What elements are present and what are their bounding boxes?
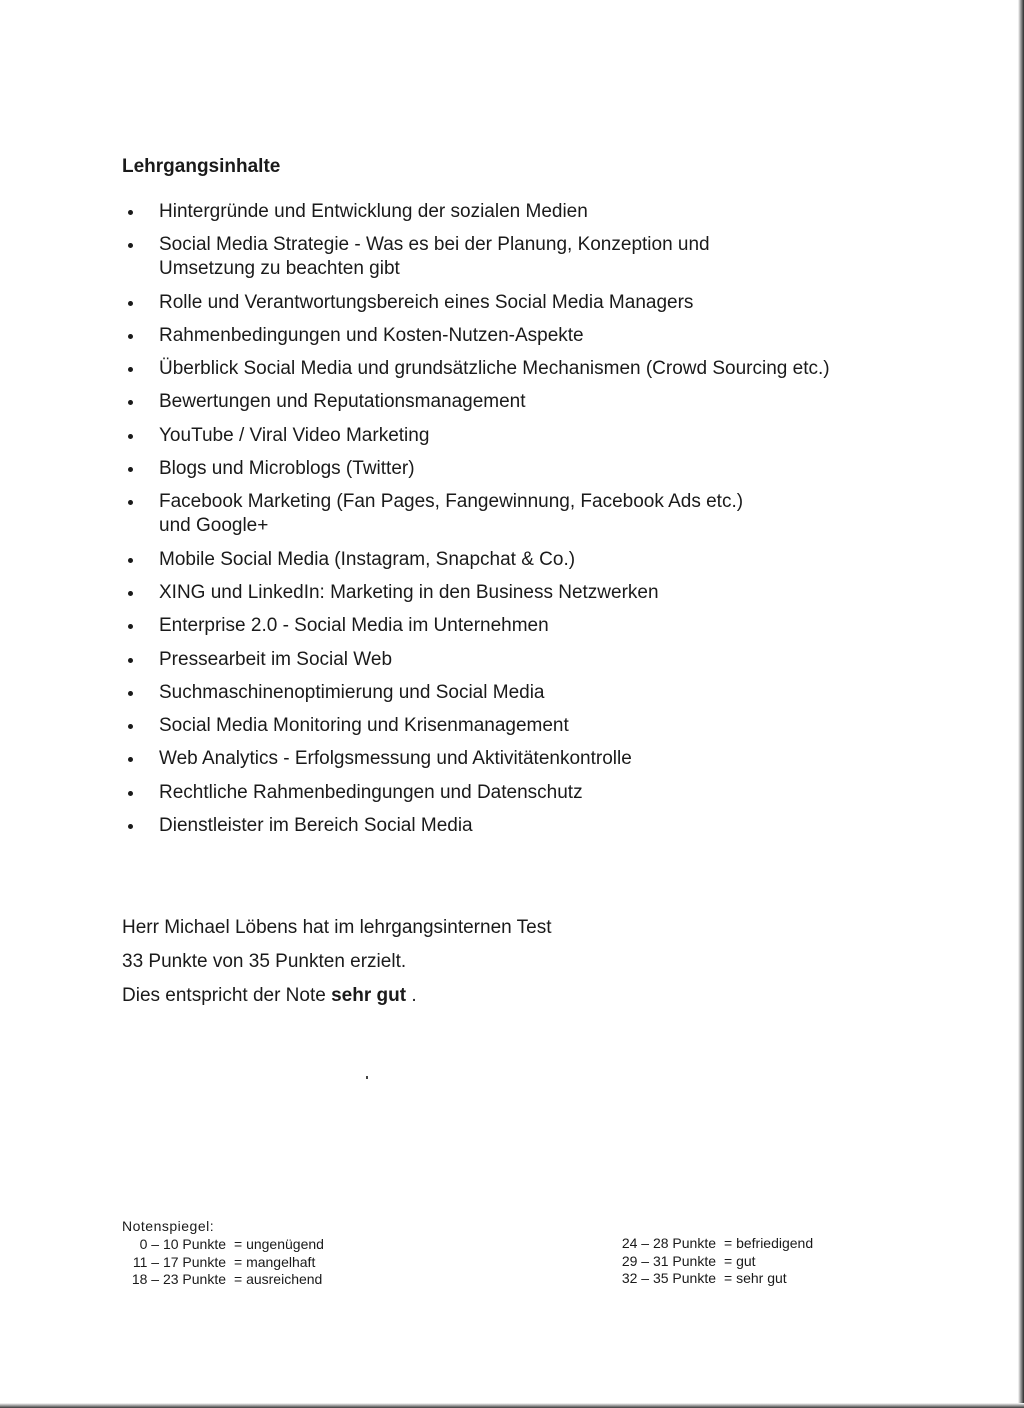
bullet-icon <box>128 301 133 306</box>
list-item-text: Social Media Monitoring und Krisenmanagement <box>159 715 569 737</box>
list-item-text: Pressearbeit im Social Web <box>159 648 393 670</box>
bullet-icon <box>128 757 133 762</box>
grading-scale-row <box>122 1236 324 1254</box>
grading-scale-row <box>122 1254 324 1272</box>
grade-label: = gut <box>724 1252 756 1269</box>
list-item-text: XING und LinkedIn: Marketing in den Business Netzwerken <box>159 581 659 603</box>
test-result <box>122 911 552 1013</box>
list-item <box>122 457 902 481</box>
course-content-list <box>122 200 902 847</box>
grading-scale-right <box>612 1235 813 1288</box>
list-item <box>122 324 902 348</box>
grading-scale-row <box>612 1235 813 1253</box>
grading-scale-row <box>122 1271 324 1289</box>
grade-label: = mangelhaft <box>234 1253 316 1270</box>
result-text: . <box>406 985 417 1006</box>
list-item <box>122 781 902 805</box>
bullet-icon <box>128 591 133 596</box>
points-range: 11 – 17 Punkte <box>132 1253 226 1270</box>
list-item-text: Rahmenbedingungen und Kosten-Nutzen-Aspekte <box>159 324 584 346</box>
list-item <box>122 390 902 414</box>
list-item <box>122 681 902 705</box>
list-item-text: Facebook Marketing (Fan Pages, Fangewinnung, Facebook Ads etc.) und Google+ <box>159 491 744 537</box>
list-item-text: YouTube / Viral Video Marketing <box>159 424 430 446</box>
list-item <box>122 614 902 638</box>
grade-label: = befriedigend <box>724 1235 814 1251</box>
list-item <box>122 424 902 448</box>
list-item-text: Blogs und Microblogs (Twitter) <box>159 458 415 480</box>
bullet-icon <box>128 791 133 796</box>
bullet-icon <box>128 434 133 439</box>
bullet-icon <box>128 243 133 248</box>
list-item-text: Überblick Social Media und grundsätzliche Mechanismen (Crowd Sourcing etc.) <box>159 358 830 380</box>
list-item <box>122 714 902 738</box>
list-item <box>122 200 902 224</box>
grading-scale-row <box>612 1253 813 1271</box>
bullet-icon <box>128 658 133 663</box>
list-item-text: Web Analytics - Erfolgsmessung und Aktivitätenkontrolle <box>159 748 632 770</box>
grade-label: = ausreichend <box>234 1271 323 1287</box>
list-item <box>122 357 902 381</box>
bullet-icon <box>128 724 133 729</box>
list-item <box>122 490 902 538</box>
points-range: 29 – 31 Punkte <box>621 1252 716 1269</box>
list-item <box>122 291 902 315</box>
list-item <box>122 581 902 605</box>
grading-scale-title: Notenspiegel: <box>122 1218 215 1234</box>
list-item <box>122 548 902 572</box>
list-item-text: Social Media Strategie - Was es bei der Planung, Konzeption und Umsetzung zu beachten gibt <box>159 234 710 280</box>
list-item-text: Hintergründe und Entwicklung der sozialen Medien <box>159 201 588 222</box>
bullet-icon <box>128 334 133 339</box>
bullet-icon <box>128 500 133 505</box>
list-item-text: Dienstleister im Bereich Social Media <box>159 815 473 837</box>
list-item-text: Mobile Social Media (Instagram, Snapchat & Co.) <box>159 548 576 570</box>
bullet-icon <box>128 367 133 372</box>
final-grade: sehr gut <box>331 985 407 1006</box>
list-item-text: Rolle und Verantwortungsbereich eines Social Media Managers <box>159 291 694 313</box>
grade-label: = sehr gut <box>724 1270 787 1286</box>
list-item-text: Bewertungen und Reputationsmanagement <box>159 391 526 413</box>
result-line: Herr Michael Löbens hat im lehrgangsinternen Test <box>122 917 552 938</box>
scan-speck <box>366 1076 368 1079</box>
bullet-icon <box>128 400 133 405</box>
section-heading: Lehrgangsinhalte <box>122 156 281 177</box>
bullet-icon <box>128 558 133 563</box>
bullet-icon <box>128 210 133 215</box>
result-text: Dies entspricht der Note <box>122 985 332 1006</box>
list-item <box>122 233 902 281</box>
list-item <box>122 747 902 771</box>
list-item-text: Rechtliche Rahmenbedingungen und Datenschutz <box>159 781 583 803</box>
points-range: 24 – 28 Punkte <box>621 1235 716 1251</box>
scan-edge <box>1018 0 1024 1408</box>
bullet-icon <box>128 624 133 629</box>
list-item-text: Enterprise 2.0 - Social Media im Unternehmen <box>159 615 549 637</box>
bullet-icon <box>128 467 133 472</box>
grading-scale-left <box>122 1236 324 1289</box>
list-item <box>122 814 902 838</box>
grade-label: = ungenügend <box>234 1236 324 1252</box>
points-range: 0 – 10 Punkte <box>139 1236 226 1252</box>
bullet-icon <box>128 824 133 829</box>
result-line <box>122 979 552 1013</box>
points-range: 32 – 35 Punkte <box>621 1270 716 1286</box>
bullet-icon <box>128 691 133 696</box>
list-item <box>122 648 902 672</box>
list-item-text: Suchmaschinenoptimierung und Social Media <box>159 681 545 703</box>
points-range: 18 – 23 Punkte <box>131 1271 226 1287</box>
result-line: 33 Punkte von 35 Punkten erzielt. <box>122 951 407 972</box>
grading-scale-row <box>612 1270 813 1288</box>
scan-edge <box>0 1403 1024 1408</box>
